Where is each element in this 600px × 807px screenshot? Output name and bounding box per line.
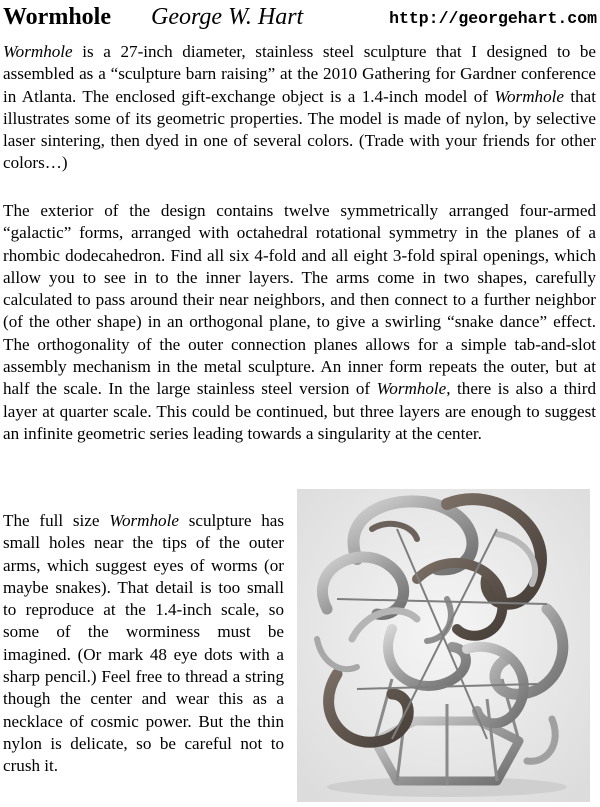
design-text-2: , there is also a third layer at quarter scale. This could be continued, but three layers are enough to suggest an infinite geometric series leading towards a singularity at the center.: [3, 379, 596, 443]
intro-paragraph: [3, 41, 596, 175]
details-text-1: The full size: [3, 511, 110, 530]
details-text-2: sculpture has small holes near the tips of the outer arms, which suggest eyes of worms (or maybe snakes). That detail is too small to reproduce at the 1.4-inch scale, so some of the worminess must be imagined. (Or mark 48 eye dots with a sharp pencil.) Feel free to thread a string though the center and wear this as a necklace of cosmic power. But the thin nylon is delicate, so be careful not to crush it.: [3, 511, 284, 776]
sculpture-name: Wormhole: [376, 379, 447, 399]
details-paragraph: [3, 510, 284, 778]
intro-text-2: that illustrates some of its geometric properties. The model is made of nylon, by selective laser sintering, then dyed in one of several colors. (Trade with your friends for other colors…): [3, 86, 596, 173]
sculpture-name: Wormhole: [109, 511, 179, 530]
website-url: http://georgehart.com: [389, 9, 597, 28]
sculpture-illustration: [297, 489, 590, 802]
design-text-1: The exterior of the design contains twelve symmetrically arranged four-armed “galactic” forms, arranged with octahedral rotational symmetry in the planes of a rhombic dodecahedron. Find all six 4-fold and all eight 3-fold spiral openings, which allow you to see in to the inner layers. The arms come in two shapes, carefully calculated to pass around their near neighbors, and then connect to a further neighbor (of the other shape) in an orthogonal plane, to give a swirling “snake dance” effect. The orthogonality of the outer connection planes allows for a simple tab-and-slot assembly mechanism in the metal sculpture. An inner form repeats the outer, but at half the scale. In the large stainless steel version of: [3, 201, 596, 399]
design-paragraph: [3, 200, 596, 445]
author-name: George W. Hart: [151, 4, 304, 30]
sculpture-photo: [297, 489, 590, 802]
intro-text-1: is a 27-inch diameter, stainless steel sculpture that I designed to be assembled as a “sculpture barn raising” at the 2010 Gathering for Gardner conference in Atlanta. The enclosed gift-exchange object is a 1.4-inch model of: [3, 42, 596, 106]
page-header: [3, 4, 597, 36]
page-title: Wormhole: [3, 4, 111, 30]
sculpture-name: Wormhole: [3, 42, 73, 61]
sculpture-name: Wormhole: [494, 86, 564, 106]
